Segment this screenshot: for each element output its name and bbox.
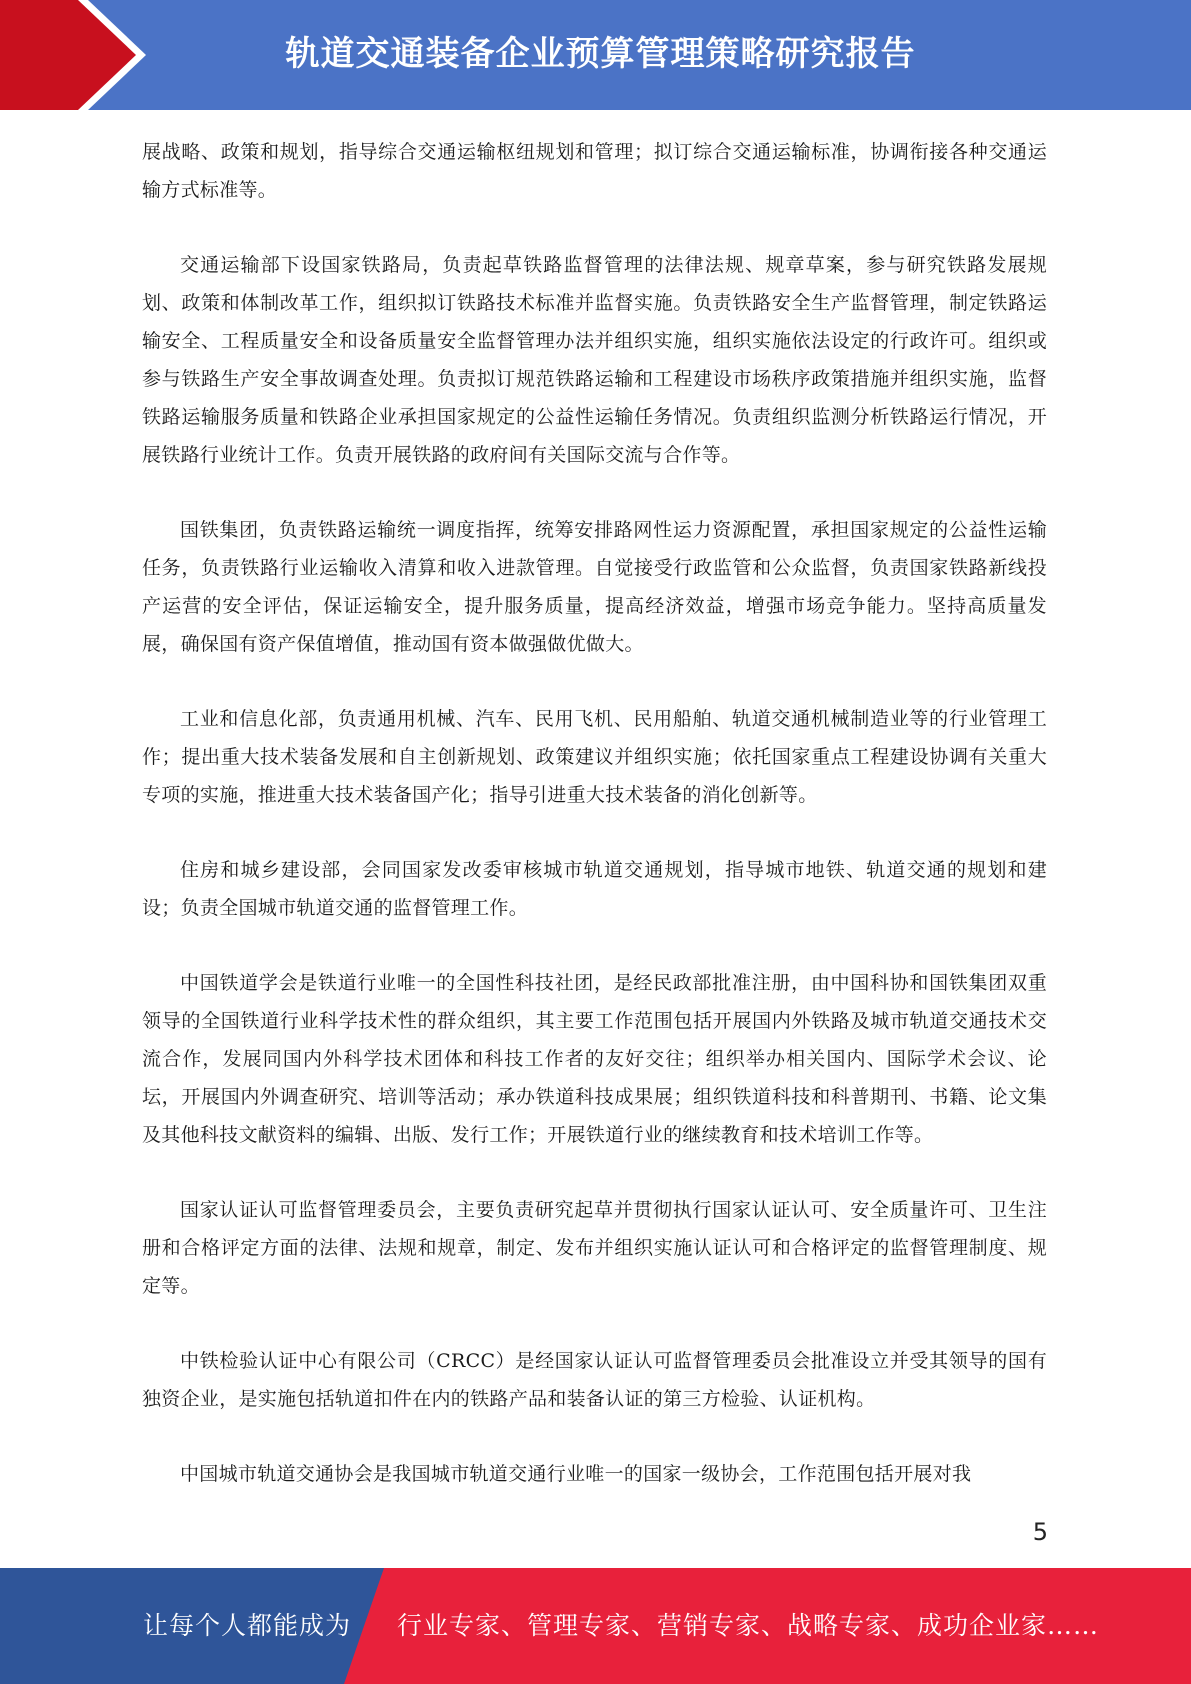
footer-banner xyxy=(0,1568,1191,1684)
paragraph: 展战略、政策和规划，指导综合交通运输枢纽规划和管理；拟订综合交通运输标准，协调衔接各种交通运输方式标准等。 xyxy=(142,141,1047,201)
report-title: 轨道交通装备企业预算管理策略研究报告 xyxy=(285,34,916,74)
document-body xyxy=(142,133,1047,1530)
footer-slogan-right: 行业专家、管理专家、营销专家、战略专家、成功企业家…… xyxy=(397,1611,1100,1640)
paragraph: 工业和信息化部，负责通用机械、汽车、民用飞机、民用船舶、轨道交通机械制造业等的行业管理工作；提出重大技术装备发展和自主创新规划、政策建议并组织实施；依托国家重点工程建设协调有关重大专项的实施，推进重大技术装备国产化；指导引进重大技术装备的消化创新等。 xyxy=(142,708,1047,806)
paragraph: 住房和城乡建设部，会同国家发改委审核城市轨道交通规划，指导城市地铁、轨道交通的规划和建设；负责全国城市轨道交通的监督管理工作。 xyxy=(142,859,1047,919)
header-banner xyxy=(0,0,1191,110)
paragraph: 中国城市轨道交通协会是我国城市轨道交通行业唯一的国家一级协会，工作范围包括开展对我 xyxy=(180,1463,972,1485)
paragraph: 中国铁道学会是铁道行业唯一的全国性科技社团，是经民政部批准注册，由中国科协和国铁集团双重领导的全国铁道行业科学技术性的群众组织，其主要工作范围包括开展国内外铁路及城市轨道交通技术交流合作，发展同国内外科学技术团体和科技工作者的友好交往；组织举办相关国内、国际学术会议、论坛，开展国内外调查研究、培训等活动；承办铁道科技成果展；组织铁道科技和科普期刊、书籍、论文集及其他科技文献资料的编辑、出版、发行工作；开展铁道行业的继续教育和技术培训工作等。 xyxy=(142,972,1047,1146)
header-arrow-decoration xyxy=(0,0,150,110)
paragraph: 中铁检验认证中心有限公司（CRCC）是经国家认证认可监督管理委员会批准设立并受其领导的国有独资企业，是实施包括轨道扣件在内的铁路产品和装备认证的第三方检验、认证机构。 xyxy=(142,1350,1047,1410)
paragraph: 国家认证认可监督管理委员会，主要负责研究起草并贯彻执行国家认证认可、安全质量许可、卫生注册和合格评定方面的法律、法规和规章，制定、发布并组织实施认证认可和合格评定的监督管理制度、规定等。 xyxy=(142,1199,1047,1297)
footer-slogan-left: 让每个人都能成为 xyxy=(143,1611,352,1640)
paragraph: 交通运输部下设国家铁路局，负责起草铁路监督管理的法律法规、规章草案，参与研究铁路发展规划、政策和体制改革工作，组织拟订铁路技术标准并监督实施。负责铁路安全生产监督管理，制定铁路运输安全、工程质量安全和设备质量安全监督管理办法并组织实施，组织实施依法设定的行政许可。组织或参与铁路生产安全事故调查处理。负责拟订规范铁路运输和工程建设市场秩序政策措施并组织实施，监督铁路运输服务质量和铁路企业承担国家规定的公益性运输任务情况。负责组织监测分析铁路运行情况，开展铁路行业统计工作。负责开展铁路的政府间有关国际交流与合作等。 xyxy=(142,254,1047,466)
paragraph: 国铁集团，负责铁路运输统一调度指挥，统筹安排路网性运力资源配置，承担国家规定的公益性运输任务，负责铁路行业运输收入清算和收入进款管理。自觉接受行政监管和公众监督，负责国家铁路新线投产运营的安全评估，保证运输安全，提升服务质量，提高经济效益，增强市场竞争能力。坚持高质量发展，确保国有资产保值增值，推动国有资本做强做优做大。 xyxy=(142,519,1047,655)
page-number: 5 xyxy=(1032,1518,1048,1546)
